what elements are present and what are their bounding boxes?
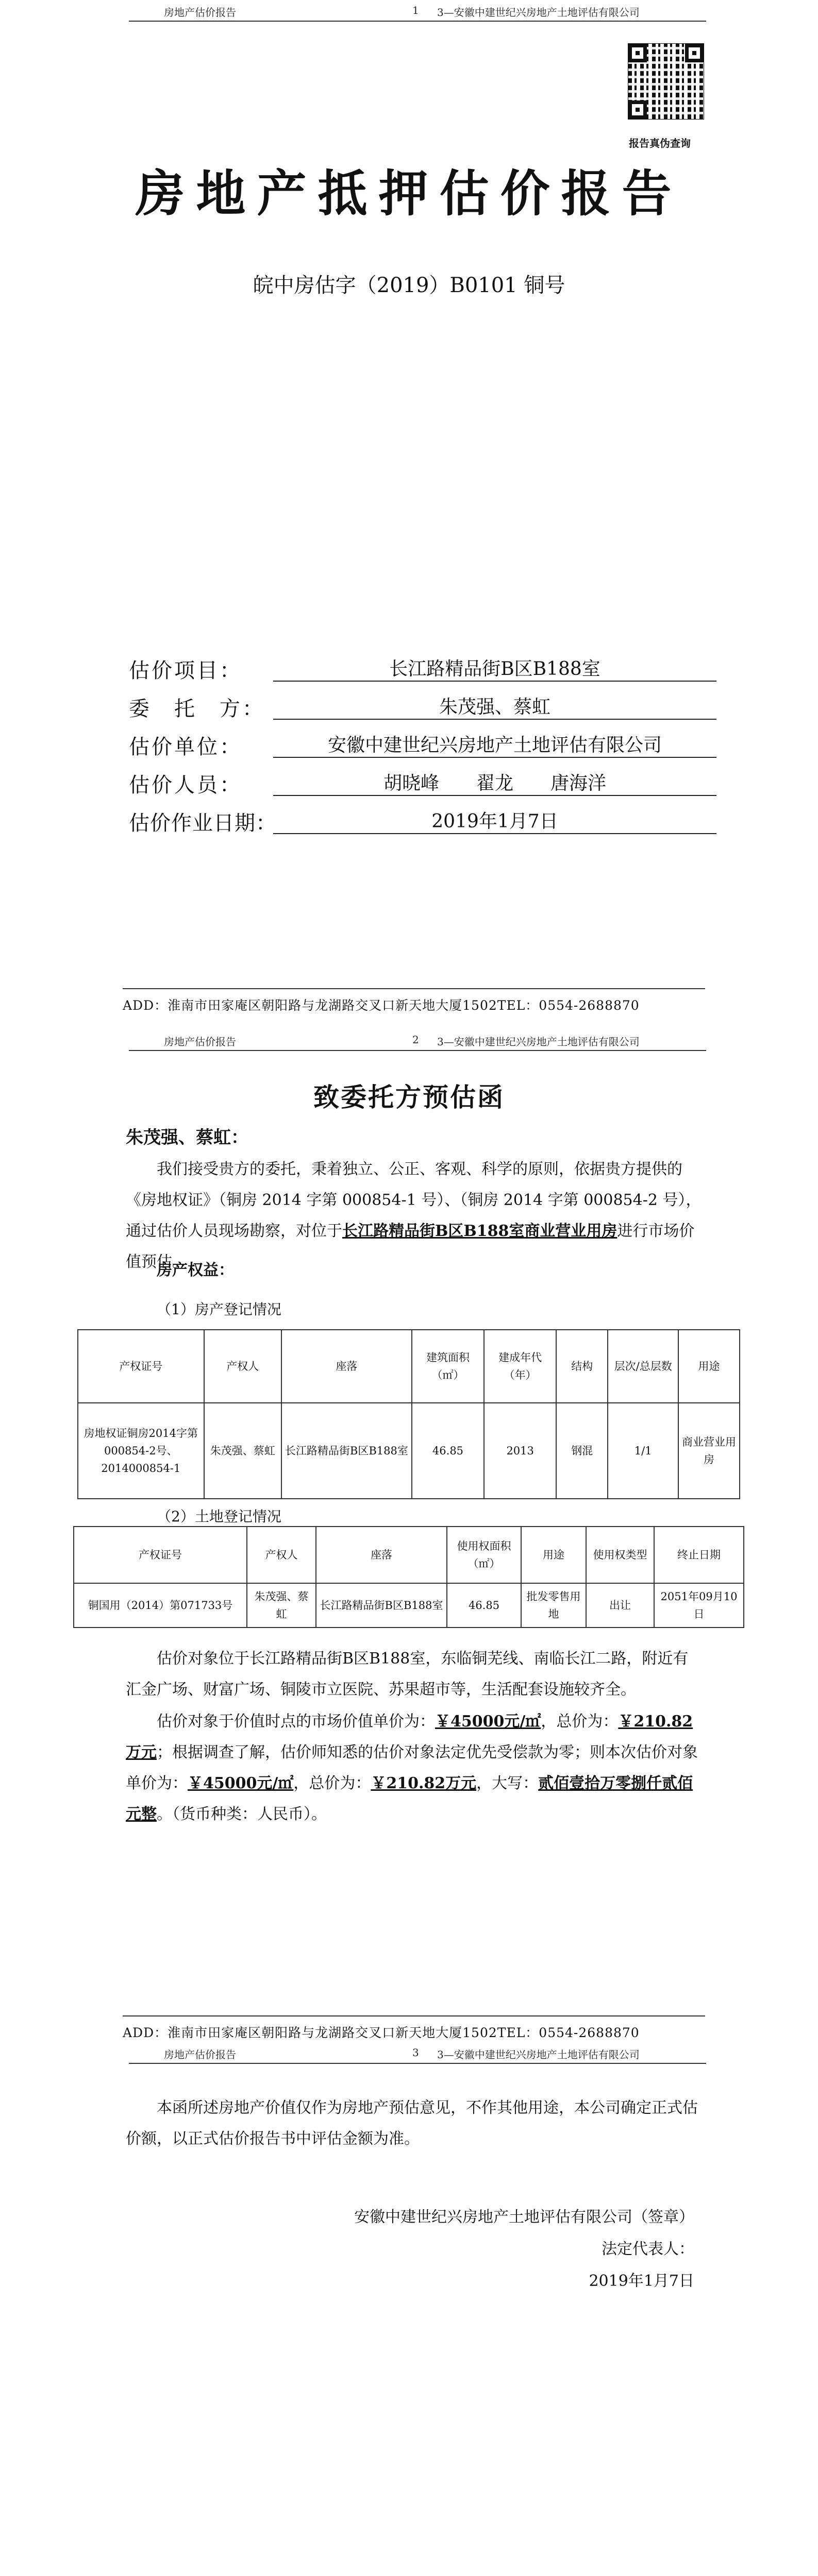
closing-paragraph: 本函所述房地产价值仅作为房地产预估意见，不作其他用途，本公司确定正式估价额，以正式估价报告书中评估金额为准。 — [126, 2099, 698, 2148]
page3-header-company: 3—安徽中建世纪兴房地产土地评估有限公司 — [437, 2048, 640, 2061]
table-header-cell: 产权人 — [204, 1330, 281, 1403]
table-cell: 2013 — [484, 1403, 556, 1499]
field-value-project: 长江路精品街B区B188室 — [273, 654, 716, 682]
table-cell: 长江路精品街B区B188室 — [281, 1403, 412, 1499]
unit-price: ￥45000元/㎡ — [435, 1713, 541, 1731]
table-header-cell: 层次/总层数 — [608, 1330, 678, 1403]
total-price-upper: 贰佰壹拾万零捌仟贰佰元整 — [126, 1774, 693, 1823]
rights-heading: 房产权益： — [157, 1261, 234, 1279]
page1-footer: ADD：淮南市田家庵区朝阳路与龙湖路交叉口新天地大厦1502TEL：0554-2688870 — [123, 998, 640, 1013]
intro-text: 我们接受贵方的委托，秉着独立、公正、客观、科学的原则，依据贵方提供的《房地权证》（铜房 2014 字第 000854-1 号）、（铜房 2014 字第 000854-2 号），通过估价人员现场勘察，对位于 — [126, 1160, 702, 1240]
field-value-client: 朱茂强、蔡虹 — [273, 692, 716, 720]
signature-date: 2019年1月7日 — [589, 2272, 694, 2290]
table-cell: 钢混 — [556, 1403, 608, 1499]
table-cell: 1/1 — [608, 1403, 678, 1499]
table-header-cell: 座落 — [281, 1330, 412, 1403]
valuation-text-e: ，大写： — [476, 1774, 539, 1792]
table-header-cell: 座落 — [316, 1527, 447, 1583]
table-cell: 46.85 — [447, 1583, 521, 1628]
page2-header-company: 3—安徽中建世纪兴房地产土地评估有限公司 — [437, 1036, 640, 1048]
table-cell: 朱茂强、蔡虹 — [247, 1583, 316, 1628]
valuation-text-f: 。（货币种类：人民币）。 — [157, 1805, 327, 1823]
table-cell: 出让 — [586, 1583, 654, 1628]
salutation: 朱茂强、蔡虹： — [126, 1127, 248, 1148]
report-title: 房地产抵押估价报告 — [135, 164, 683, 223]
table-header-cell: 产权人 — [247, 1527, 316, 1583]
house-registration-heading: （1）房产登记情况 — [157, 1301, 281, 1318]
land-registration-heading: （2）土地登记情况 — [157, 1508, 281, 1525]
page3-header-page: 3 — [412, 2046, 419, 2059]
table-header-cell: 用途 — [521, 1527, 586, 1583]
page2-header-rule — [129, 1050, 706, 1051]
valuation-text-b: ，总价为： — [541, 1713, 619, 1731]
page1-header-company: 3—安徽中建世纪兴房地产土地评估有限公司 — [437, 6, 640, 19]
page3-header-left: 房地产估价报告 — [164, 2048, 236, 2061]
letter-title: 致委托方预估函 — [313, 1082, 505, 1112]
page1-header-page: 1 — [412, 4, 419, 16]
field-label-date: 估价作业日期： — [129, 811, 277, 835]
page1-footer-rule — [123, 988, 705, 989]
valuation-text-a: 估价对象于价值时点的市场价值单价为： — [157, 1713, 435, 1731]
total-price: ￥210.82万元 — [126, 1713, 693, 1761]
field-label-client: 委 托 方： — [129, 697, 265, 721]
page2-header-page: 2 — [412, 1033, 419, 1046]
property-name: 长江路精品街B区B188室商业营业用房 — [342, 1222, 617, 1240]
table-row — [78, 1403, 740, 1499]
table-cell: 批发零售用地 — [521, 1583, 586, 1628]
field-label-staff: 估价人员： — [129, 773, 242, 797]
field-value-unit: 安徽中建世纪兴房地产土地评估有限公司 — [273, 731, 716, 758]
total-price-final: ￥210.82万元 — [371, 1774, 477, 1792]
table-header-cell: 结构 — [556, 1330, 608, 1403]
page2-footer: ADD：淮南市田家庵区朝阳路与龙湖路交叉口新天地大厦1502TEL：0554-2688870 — [123, 2025, 640, 2040]
valuation-text-c: ；根据调查了解，估价师知悉的估价对象法定优先受偿款为零；则本次估价对象单价为： — [126, 1743, 698, 1792]
page1-header-rule — [129, 21, 706, 22]
valuation-text-d: ，总价为： — [293, 1774, 371, 1792]
qr-caption: 报告真伪查询 — [629, 137, 691, 149]
table-header-cell: 用途 — [678, 1330, 740, 1403]
field-value-staff: 胡晓峰 翟龙 唐海洋 — [273, 769, 716, 796]
table-row — [74, 1583, 744, 1628]
table-cell: 长江路精品街B区B188室 — [316, 1583, 447, 1628]
unit-price-final: ￥45000元/㎡ — [188, 1774, 294, 1792]
report-number: 皖中房估字（2019）B0101 铜号 — [253, 274, 565, 297]
valuation-paragraph — [126, 1706, 703, 1830]
table-header-cell: 终止日期 — [654, 1527, 744, 1583]
field-value-date: 2019年1月7日 — [273, 807, 716, 834]
location-paragraph: 估价对象位于长江路精品街B区B188室，东临铜芜线、南临长江二路，附近有汇金广场、财富广场、铜陵市立医院、苏果超市等，生活配套设施较齐全。 — [126, 1650, 689, 1699]
table-header-cell: 产权证号 — [78, 1330, 204, 1403]
table-header-cell: 建筑面积（㎡） — [412, 1330, 484, 1403]
intro-end: 进行市场价值预估。 — [126, 1222, 695, 1271]
table-cell: 铜国用（2014）第071733号 — [74, 1583, 247, 1628]
field-label-unit: 估价单位： — [129, 735, 242, 759]
qr-code-icon[interactable] — [628, 43, 704, 120]
table-header-cell: 建成年代（年） — [484, 1330, 556, 1403]
table-cell: 2051年09月10日 — [654, 1583, 744, 1628]
legal-representative: 法定代表人： — [602, 2240, 694, 2258]
table-header-cell: 产权证号 — [74, 1527, 247, 1583]
table-header-cell: 使用权面积（㎡） — [447, 1527, 521, 1583]
page1-header-left: 房地产估价报告 — [164, 6, 236, 19]
field-label-project: 估价项目： — [129, 659, 242, 683]
table-header-row — [78, 1330, 740, 1403]
table-header-row — [74, 1527, 744, 1583]
page2-footer-rule — [123, 2015, 705, 2016]
page3-header-rule — [129, 2063, 706, 2064]
table-cell: 46.85 — [412, 1403, 484, 1499]
table-cell: 朱茂强、蔡虹 — [204, 1403, 281, 1499]
table-cell: 房地权证铜房2014字第000854-2号、2014000854-1 — [78, 1403, 204, 1499]
house-registration-table — [77, 1329, 740, 1499]
land-registration-table — [73, 1526, 744, 1628]
table-header-cell: 使用权类型 — [586, 1527, 654, 1583]
table-cell: 商业营业用房 — [678, 1403, 740, 1499]
page2-header-left: 房地产估价报告 — [164, 1036, 236, 1048]
company-signature: 安徽中建世纪兴房地产土地评估有限公司（签章） — [354, 2208, 694, 2226]
